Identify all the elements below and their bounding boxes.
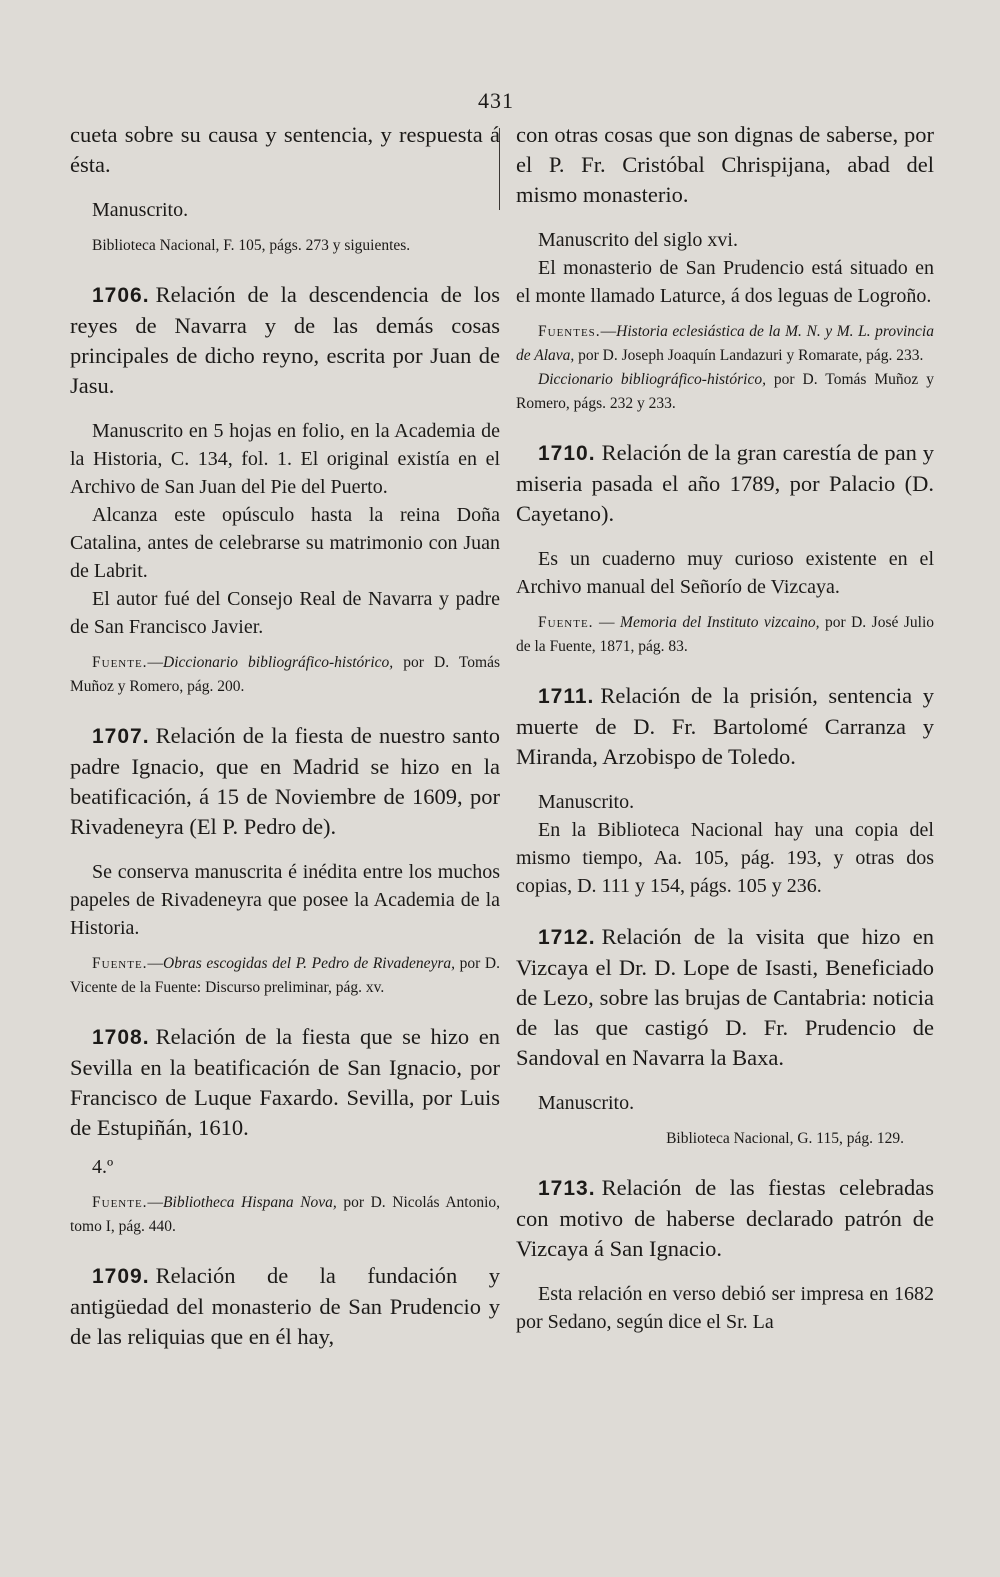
entry-title: Relación de la fundación y antigüedad del monasterio de San Prudencio y de las reliquias que en él hay,: [70, 1263, 500, 1349]
format-note: 4.º: [92, 1156, 114, 1178]
entry-title: Relación de la prisión, sentencia y muerte de D. Fr. Bartolomé Carranza y Miranda, Arzobispo de Toledo.: [516, 683, 934, 769]
entry-number: 1711.: [538, 685, 595, 708]
source-reference: Diccionario bibliográfico-histórico, por D. Tomás Muñoz y Romero, págs. 232 y 233.: [516, 371, 935, 412]
entry-number: 1710.: [538, 442, 596, 465]
entry-number: 1712.: [538, 926, 596, 949]
manuscript-note: Manuscrito.: [92, 199, 189, 221]
entry-paragraph: En la Biblioteca Nacional hay una copia del mismo tiempo, Aa. 105, pág. 193, y otras dos copias, D. 111 y 154, págs. 105 y 236.: [516, 819, 934, 897]
entry-paragraph: El monasterio de San Prudencio está situado en el monte llamado Laturce, á dos leguas de Logroño.: [516, 257, 934, 307]
left-column: [70, 120, 500, 1352]
entry-paragraph: Alcanza este opúsculo hasta la reina Doña Catalina, antes de celebrarse su matrimonio con Juan de Labrit.: [70, 504, 500, 582]
source-reference: Fuente.—Diccionario bibliográfico-histórico, por D. Tomás Muñoz y Romero, pág. 200.: [70, 654, 501, 695]
manuscript-note: Manuscrito.: [538, 791, 635, 813]
manuscript-note: Manuscrito.: [538, 1092, 635, 1114]
entry-1713: [516, 1173, 934, 1336]
entry-title: Relación de la visita que hizo en Vizcaya el Dr. D. Lope de Isasti, Beneficiado de Lezo, sobre las brujas de Cantabria: noticia de las que castigó D. Fr. Prudencio de Sandoval en Navarra la Baxa.: [516, 924, 934, 1070]
entry-number: 1708.: [92, 1026, 150, 1049]
entry-paragraph: Manuscrito en 5 hojas en folio, en la Academia de la Historia, C. 134, fol. 1. El original existía en el Archivo de San Juan del Pie del Puerto.: [70, 420, 500, 498]
entry-title: Relación de las fiestas celebradas con motivo de haberse declarado patrón de Vizcaya á San Ignacio.: [516, 1175, 934, 1261]
entry-paragraph: El autor fué del Consejo Real de Navarra y padre de San Francisco Javier.: [70, 588, 500, 638]
entry-1707: [70, 721, 500, 1000]
entry-title: Relación de la fiesta de nuestro santo padre Ignacio, que en Madrid se hizo en la beatificación, á 15 de Noviembre de 1609, por Rivadeneyra (El P. Pedro de).: [70, 723, 500, 839]
page-number: 431: [478, 88, 514, 113]
entry-1711: [516, 681, 934, 900]
entry-1706: [70, 280, 500, 699]
entry-number: 1707.: [92, 725, 150, 748]
source-reference: Fuente. — Memoria del Instituto vizcaino, por D. José Julio de la Fuente, 1871, pág. 83.: [516, 614, 934, 655]
entry-number: 1713.: [538, 1177, 596, 1200]
entry-1708: [70, 1022, 500, 1239]
entry-paragraph: Esta relación en verso debió ser impresa en 1682 por Sedano, según dice el Sr. La: [516, 1283, 934, 1333]
entry-paragraph: Se conserva manuscrita é inédita entre los muchos papeles de Rivadeneyra que posee la Academia de la Historia.: [70, 861, 500, 939]
entry-1712: [516, 922, 934, 1151]
source-reference: Fuente.—Obras escogidas del P. Pedro de Rivadeneyra, por D. Vicente de la Fuente: Discurso preliminar, pág. xv.: [70, 955, 500, 996]
source-reference: Fuentes.—Historia eclesiástica de la M. N. y M. L. provincia de Alava, por D. Joseph Joaquín Landazuri y Romarate, pág. 233.: [516, 323, 934, 364]
right-column: [516, 120, 934, 1336]
entry-title: Relación de la gran carestía de pan y miseria pasada el año 1789, por Palacio (D. Cayetano).: [516, 440, 934, 526]
continued-text: con otras cosas que son dignas de saberse, por el P. Fr. Cristóbal Chrispijana, abad del mismo monasterio.: [516, 122, 934, 207]
entry-number: 1709.: [92, 1265, 150, 1288]
continued-text: cueta sobre su causa y sentencia, y respuesta á ésta.: [70, 122, 500, 177]
manuscript-note: Manuscrito del siglo xvi.: [538, 229, 738, 251]
entry-title: Relación de la fiesta que se hizo en Sevilla en la beatificación de San Ignacio, por Francisco de Luque Faxardo. Sevilla, por Luis de Estupiñán, 1610.: [70, 1024, 500, 1140]
entry-paragraph: Es un cuaderno muy curioso existente en el Archivo manual del Señorío de Vizcaya.: [516, 548, 934, 598]
entry-number: 1706.: [92, 284, 150, 307]
entry-1709: [70, 1261, 500, 1352]
library-reference: Biblioteca Nacional, G. 115, pág. 129.: [666, 1130, 904, 1147]
entry-1710: [516, 438, 934, 659]
source-reference: Fuente.—Bibliotheca Hispana Nova, por D. Nicolás Antonio, tomo I, pág. 440.: [70, 1194, 500, 1235]
library-reference: Biblioteca Nacional, F. 105, págs. 273 y siguientes.: [92, 237, 411, 254]
entry-title: Relación de la descendencia de los reyes de Navarra y de las demás cosas principales de dicho reyno, escrita por Juan de Jasu.: [70, 282, 500, 398]
